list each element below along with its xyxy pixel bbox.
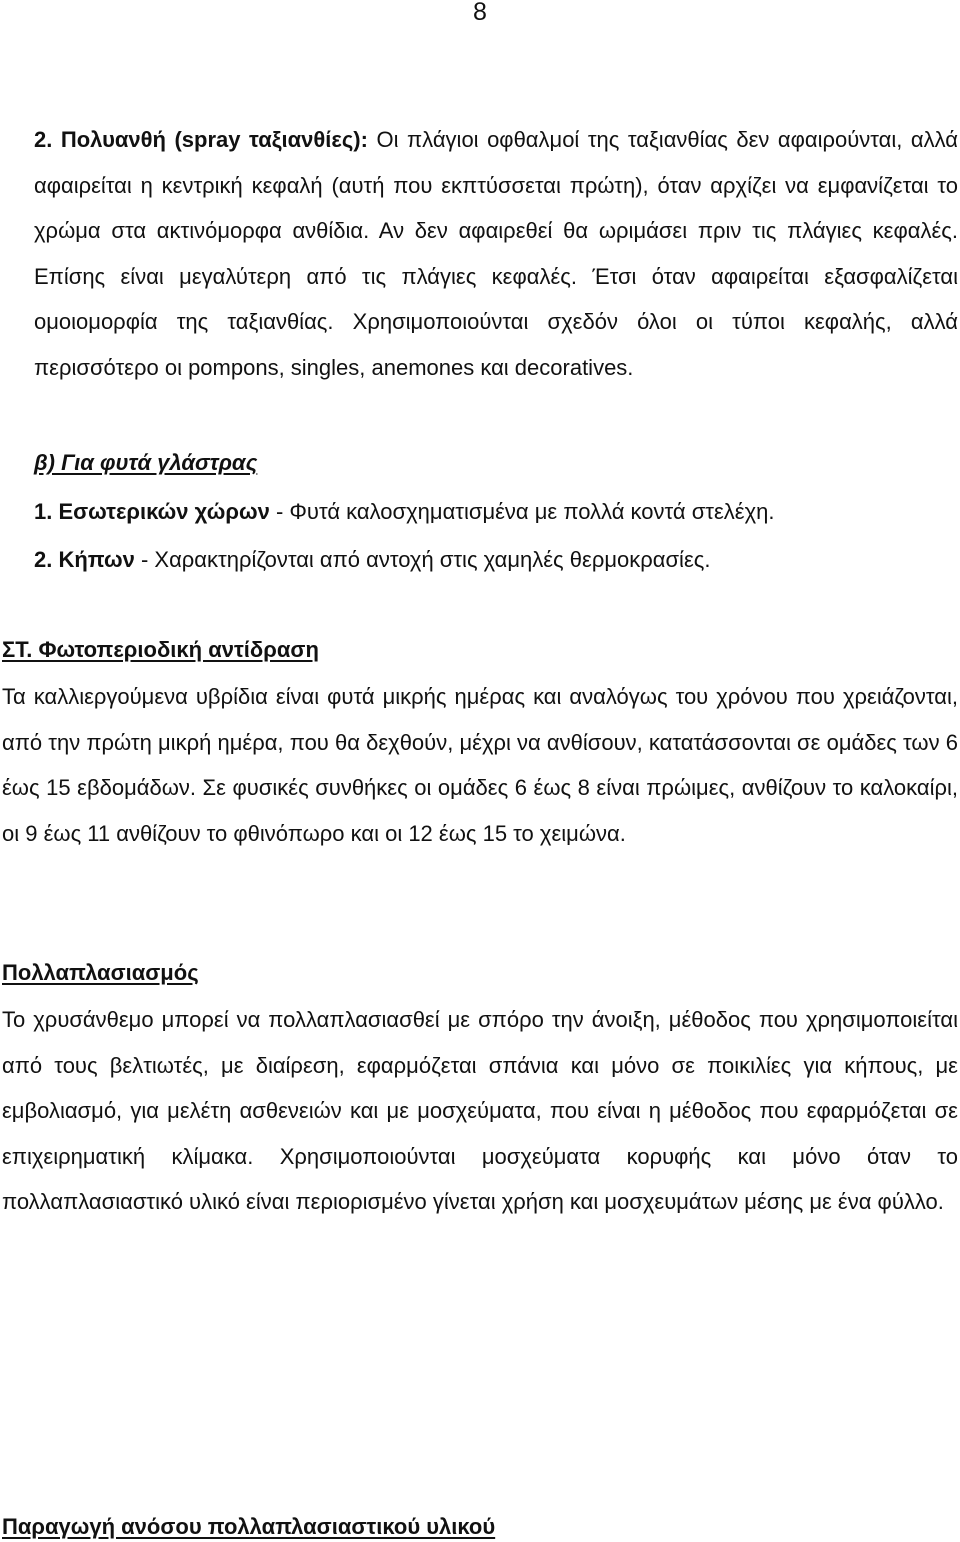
next-section-heading: Παραγωγή ανόσου πολλαπλασιαστικού υλικού	[2, 1514, 496, 1539]
pot-item-indoor	[34, 497, 775, 527]
page-number: 8	[473, 0, 487, 26]
propagation-heading: Πολλαπλασιασμός	[2, 960, 199, 985]
pot-item-label: 1. Εσωτερικών χώρων	[34, 499, 270, 524]
pot-plants-heading-line	[34, 448, 257, 478]
photoperiod-paragraph: Τα καλλιεργούμενα υβρίδια είναι φυτά μικρής ημέρας και αναλόγως του χρόνου που χρειάζονται, από την πρώτη μικρή ημέρα, που θα δεχθούν, μέχρι να ανθίσουν, κατατάσσονται σε ομάδες των 6 έως 15 εβδομάδων. Σε φυσικές συνθήκες οι ομάδες 6 έως 8 είναι πρώιμες, ανθίζουν το καλοκαίρι, οι 9 έως 11 ανθίζουν το φθινόπωρο και οι 12 έως 15 το χειμώνα.	[2, 684, 958, 846]
pot-plants-heading: β) Για φυτά γλάστρας	[34, 450, 258, 475]
pot-item-text: - Χαρακτηρίζονται από αντοχή στις χαμηλές θερμοκρασίες.	[134, 547, 711, 572]
pot-item-garden	[34, 545, 710, 575]
pot-item-label: 2. Κήπων	[34, 547, 135, 572]
spray-body: Οι πλάγιοι οφθαλμοί της ταξιανθίας δεν αφαιρούνται, αλλά αφαιρείται η κεντρική κεφαλή (αυτή που εκπτύσσεται πρώτη), όταν αρχίζει να εμφανίζεται το χρώμα στα ακτινόμορφα ανθίδια. Αν δεν αφαιρεθεί θα ωριμάσει πριν τις πλάγιες κεφαλές. Επίσης είναι μεγαλύτερη από τις πλάγιες κεφαλές. Έτσι όταν αφαιρείται εξασφαλίζεται ομοιομορφία της ταξιανθίας. Χρησιμοποιούνται σχεδόν όλοι οι τύποι κεφαλής, αλλά περισσότερο οι pompons, singles, anemones και decoratives.	[34, 127, 958, 380]
spray-lead: 2. Πολυανθή (spray ταξιανθίες):	[34, 127, 368, 152]
spray-paragraph	[34, 117, 958, 390]
pot-item-text: - Φυτά καλοσχηματισμένα με πολλά κοντά στελέχη.	[269, 499, 775, 524]
propagation-paragraph: Το χρυσάνθεμο μπορεί να πολλαπλασιασθεί με σπόρο την άνοιξη, μέθοδος που χρησιμοποιείται από τους βελτιωτές, με διαίρεση, εφαρμόζεται σπάνια και μόνο σε ποικιλίες για κήπους, με εμβολιασμό, για μελέτη ασθενειών και με μοσχεύματα, που είναι η μέθοδος που εφαρμόζεται σε επιχειρηματική κλίμακα. Χρησιμοποιούνται μοσχεύματα κορυφής και μόνο όταν το πολλαπλασιαστικό υλικό είναι περιορισμένο γίνεται χρήση και μοσχευμάτων μέσης με ένα φύλλο.	[2, 1007, 958, 1214]
photoperiod-heading: ΣΤ. Φωτοπεριοδική αντίδραση	[2, 637, 319, 662]
